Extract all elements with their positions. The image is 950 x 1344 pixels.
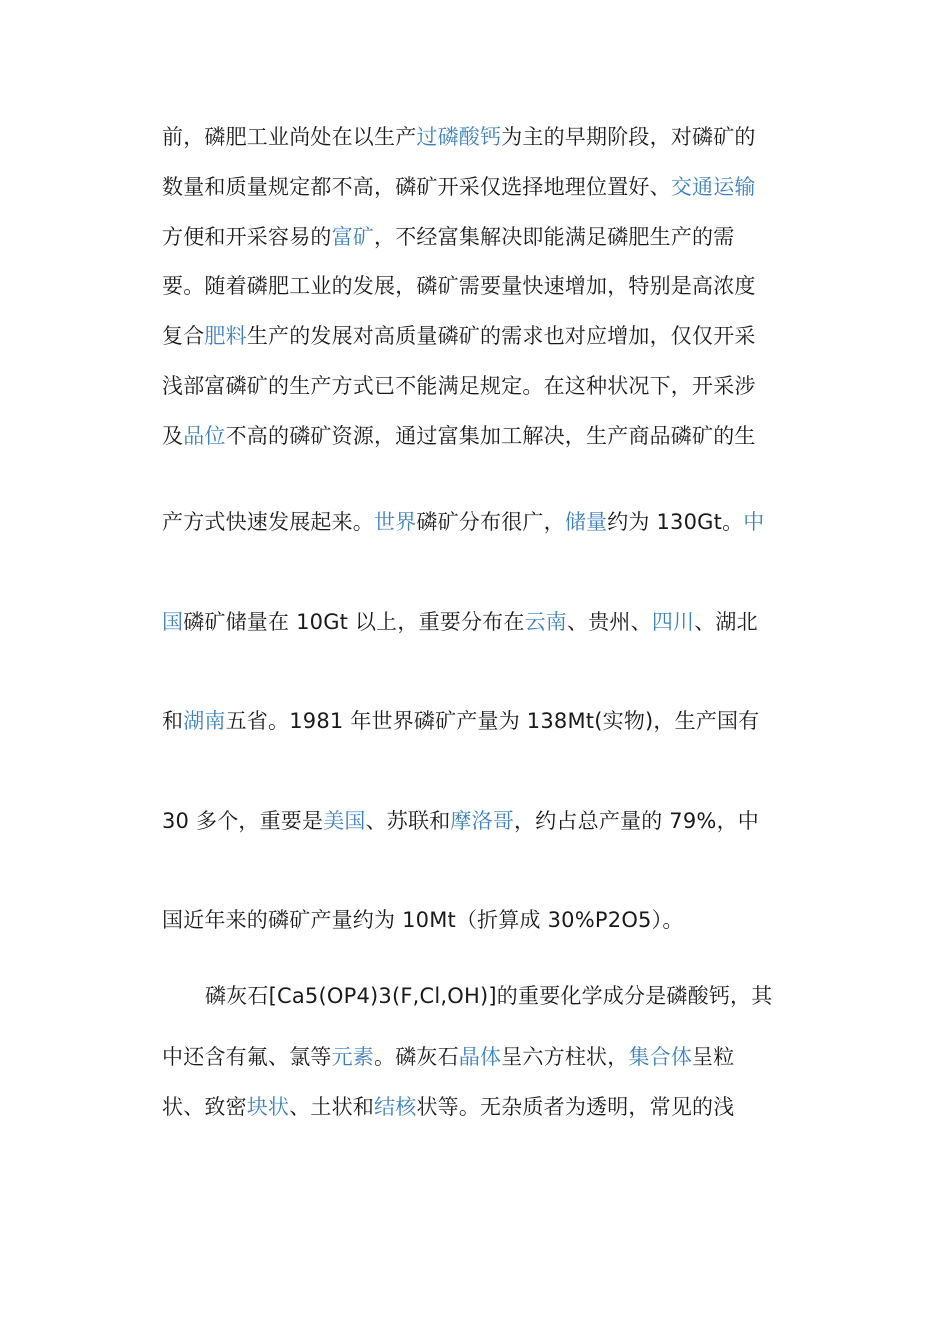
- text-segment: 、苏联和: [365, 809, 451, 833]
- hyperlink[interactable]: 湖南: [183, 709, 226, 733]
- hyperlink[interactable]: 云南: [524, 610, 567, 634]
- text-line: [162, 222, 734, 252]
- text-segment: 五省。1981 年世界磷矿产量为 138Mt(实物)，生产国有: [225, 709, 760, 733]
- text-segment: 和: [162, 709, 184, 733]
- text-segment: 。磷灰石: [374, 1045, 459, 1069]
- text-segment: 、贵州、: [567, 610, 652, 634]
- hyperlink[interactable]: 储量: [564, 510, 608, 534]
- text-line: [162, 981, 772, 1011]
- text-segment: 状等。无杂质者为透明，常见的浅: [416, 1095, 735, 1119]
- text-segment: 数量和质量规定都不高，磷矿开采仅选择地理位置好、: [162, 175, 671, 199]
- text-segment: 不高的磷矿资源，通过富集加工解决，生产商品磷矿的生: [225, 424, 756, 448]
- text-line: [162, 706, 759, 736]
- text-line: [162, 271, 756, 301]
- text-segment: 中还含有氟、氯等: [162, 1045, 332, 1069]
- text-segment: 状、致密: [162, 1095, 247, 1119]
- text-segment: 磷灰石[Ca5(OP4)3(F,Cl,OH)]的重要化学成分是磷酸钙，其: [205, 984, 773, 1008]
- text-segment: 磷矿储量在 10Gt 以上，重要分布在: [183, 610, 525, 634]
- text-segment: ，约占总产量的 79%，中: [514, 809, 759, 833]
- hyperlink[interactable]: 美国: [323, 809, 366, 833]
- text-line: [162, 1092, 734, 1122]
- hyperlink[interactable]: 元素: [331, 1045, 375, 1069]
- hyperlink[interactable]: 肥料: [204, 324, 247, 348]
- text-segment: 前，磷肥工业尚处在以生产: [162, 125, 417, 149]
- text-segment: 要。随着磷肥工业的发展，磷矿需要量快速增加，特别是高浓度: [162, 274, 756, 298]
- hyperlink[interactable]: 中: [743, 510, 765, 534]
- text-segment: 复合: [162, 324, 205, 348]
- text-line: [162, 122, 756, 152]
- hyperlink[interactable]: 晶体: [458, 1045, 502, 1069]
- text-line: [162, 806, 759, 836]
- text-line: [162, 507, 765, 537]
- text-segment: 国近年来的磷矿产量约为 10Mt（折算成 30%P2O5）。: [162, 908, 684, 932]
- hyperlink[interactable]: 摩洛哥: [450, 809, 515, 833]
- text-segment: 及: [162, 424, 184, 448]
- hyperlink[interactable]: 世界: [374, 510, 417, 534]
- text-segment: 呈六方柱状，: [501, 1045, 629, 1069]
- text-segment: 30 多个，重要是: [162, 809, 324, 833]
- text-segment: 浅部富磷矿的生产方式已不能满足规定。在这种状况下，开采涉: [162, 374, 756, 398]
- text-segment: 呈粒: [692, 1045, 735, 1069]
- text-line: [162, 905, 684, 935]
- text-line: [162, 172, 756, 202]
- hyperlink[interactable]: 块状: [246, 1095, 290, 1119]
- text-line: [162, 421, 756, 451]
- hyperlink[interactable]: 富矿: [331, 225, 375, 249]
- hyperlink[interactable]: 四川: [651, 610, 695, 634]
- text-line: [162, 1042, 734, 1072]
- text-segment: 生产的发展对高质量磷矿的需求也对应增加，仅仅开采: [246, 324, 756, 348]
- text-line: [162, 321, 756, 351]
- hyperlink[interactable]: 交通运输: [670, 175, 756, 199]
- text-segment: 产方式快速发展起来。: [162, 510, 374, 534]
- text-segment: 磷矿分布很广，: [416, 510, 565, 534]
- text-line: [162, 607, 758, 637]
- hyperlink[interactable]: 品位: [183, 424, 226, 448]
- hyperlink[interactable]: 国: [162, 610, 184, 634]
- hyperlink[interactable]: 集合体: [628, 1045, 693, 1069]
- text-segment: 约为 130Gt。: [607, 510, 744, 534]
- text-segment: 、土状和: [289, 1095, 375, 1119]
- hyperlink[interactable]: 过磷酸钙: [416, 125, 502, 149]
- text-segment: 、湖北: [694, 610, 758, 634]
- text-segment: 为主的早期阶段，对磷矿的: [501, 125, 756, 149]
- text-line: [162, 371, 756, 401]
- text-segment: ，不经富集解决即能满足磷肥生产的需: [374, 225, 735, 249]
- hyperlink[interactable]: 结核: [374, 1095, 417, 1119]
- text-segment: 方便和开采容易的: [162, 225, 332, 249]
